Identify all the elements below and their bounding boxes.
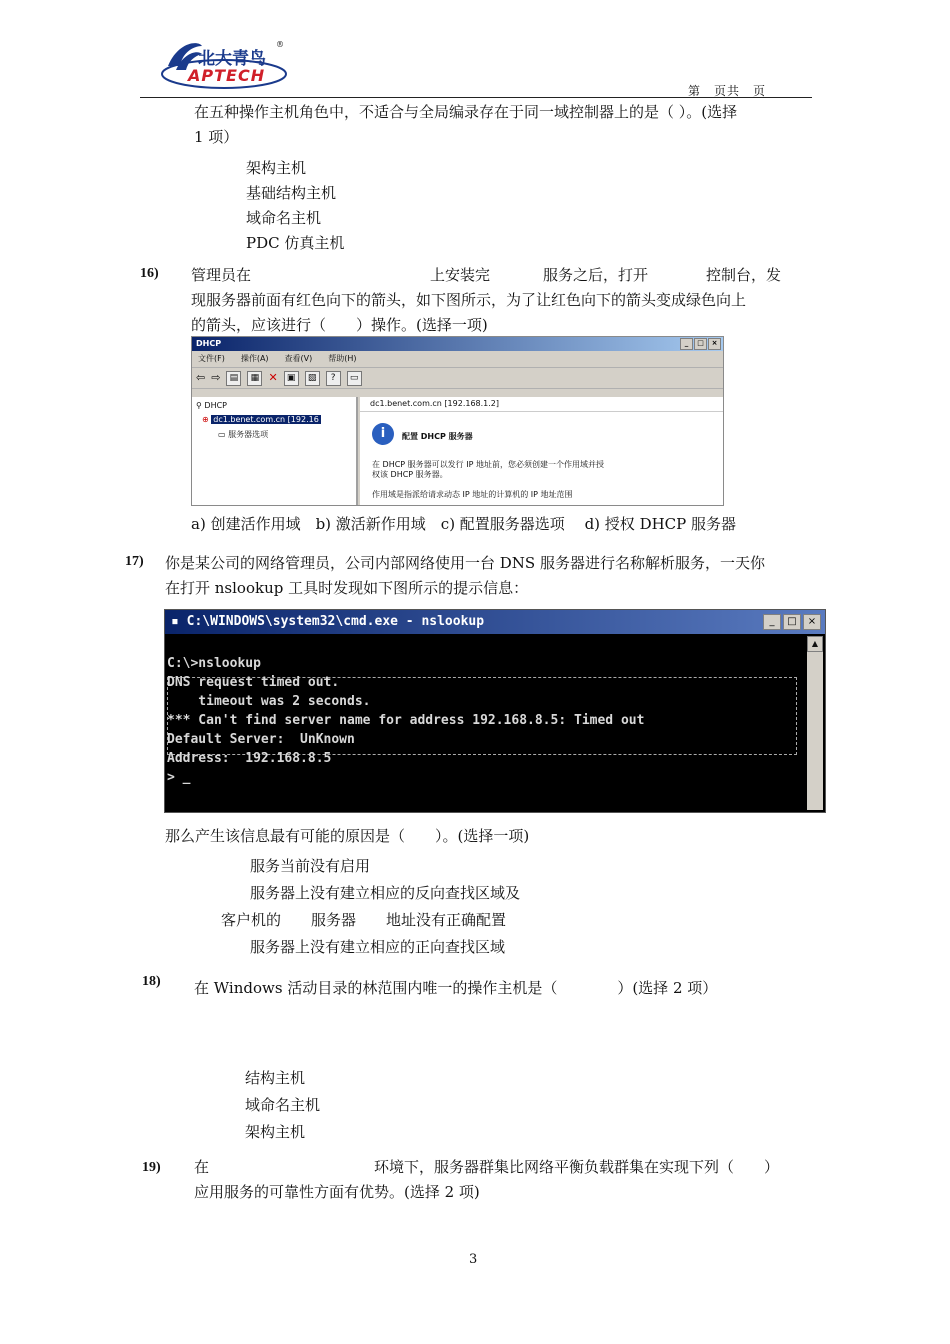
dhcp-node-icon: ⚲ <box>196 401 202 410</box>
q19-line1-a: 在 <box>194 1158 210 1176</box>
cmd-line: Default Server: UnKnown <box>167 732 355 747</box>
help-icon: ? <box>326 371 341 386</box>
menu-action: 操作(A) <box>240 354 269 363</box>
q19-line1-b: 环境下，服务器群集比网络平衡负载群集在实现下列（ ） <box>374 1158 780 1176</box>
cmd-line: *** Can't find server name for address 192.168.8.5: Timed out <box>167 713 645 728</box>
dhcp-toolbar <box>192 368 723 389</box>
q15-stem-line1: 在五种操作主机角色中，不适合与全局编录存在于同一域控制器上的是（ ）。(选择 <box>194 103 738 121</box>
q16-line1-d: 控制台，发 <box>706 266 782 284</box>
tree-child <box>218 429 268 440</box>
close-icon: × <box>708 338 721 350</box>
q17-option: 服务当前没有启用 <box>250 857 371 875</box>
cmd-title: C:\WINDOWS\system32\cmd.exe - nslookup <box>186 614 485 629</box>
q18-option: 架构主机 <box>245 1123 306 1141</box>
cmd-output <box>167 654 644 787</box>
cmd-line: Address: 192.168.8.5 <box>167 751 332 766</box>
tree-server <box>202 415 321 424</box>
maximize-icon: □ <box>783 614 801 630</box>
q17-number: 17) <box>125 554 144 569</box>
q18-number: 18) <box>142 974 161 989</box>
properties-icon: ▣ <box>284 371 299 386</box>
minimize-icon: _ <box>763 614 781 630</box>
q15-option: 基础结构主机 <box>246 184 337 202</box>
logo-english-text: APTECH <box>188 66 266 85</box>
info-line3: 作用域是指派给请求动态 IP 地址的计算机的 IP 地址范围 <box>372 490 573 499</box>
dhcp-tree-pane <box>192 397 358 505</box>
q17-line1: 你是某公司的网络管理员，公司内部网络使用一台 DNS 服务器进行名称解析服务，一天你 <box>165 554 765 572</box>
dhcp-detail-pane <box>360 397 723 505</box>
dhcp-menu-bar <box>192 351 723 368</box>
delete-icon: ✕ <box>268 371 278 384</box>
q17-option: 服务器上没有建立相应的反向查找区域及 <box>250 884 521 902</box>
q16-line1-a: 管理员在 <box>191 266 252 284</box>
menu-view: 查看(V) <box>284 354 313 363</box>
monitor-icon: ▭ <box>347 371 362 386</box>
back-arrow-icon: ⇦ <box>196 371 206 384</box>
page-info: 第 页共 页 <box>688 84 767 98</box>
scrollbar <box>807 636 823 810</box>
q16-options: a) 创建活作用域 b) 激活新作用域 c) 配置服务器选项 d) 授权 DHCP 服务器 <box>191 515 737 533</box>
q16-line2: 现服务器前面有红色向下的箭头，如下图所示，为了让红色向下的箭头变成绿色向上 <box>191 291 747 309</box>
page-number: 3 <box>469 1252 478 1267</box>
info-line2: 权该 DHCP 服务器。 <box>372 470 448 479</box>
q15-option: PDC 仿真主机 <box>246 234 345 252</box>
folder-up-icon: ▤ <box>226 371 241 386</box>
q18-option: 域命名主机 <box>245 1096 321 1114</box>
q16-line1-c: 服务之后，打开 <box>543 266 649 284</box>
header-divider <box>140 97 812 98</box>
logo-chinese-text: 北大青鸟 <box>198 49 266 69</box>
cmd-title-bar <box>165 610 825 634</box>
info-line1: 在 DHCP 服务器可以发行 IP 地址前，您必须创建一个作用域并授 <box>372 460 604 469</box>
cmd-line: C:\>nslookup <box>167 656 261 671</box>
tree-server-label: dc1.benet.com.cn [192.16 <box>213 415 319 424</box>
dhcp-title: DHCP <box>196 339 222 348</box>
menu-file: 文件(F) <box>198 354 225 363</box>
server-down-arrow-icon: ⊕ <box>202 415 209 424</box>
q15-option: 架构主机 <box>246 159 307 177</box>
show-tree-icon: ▦ <box>247 371 262 386</box>
q17-option: 客户机的 服务器 地址没有正确配置 <box>221 911 507 929</box>
export-icon: ▧ <box>305 371 320 386</box>
tree-root-label: DHCP <box>204 401 227 410</box>
cmd-window-controls <box>763 614 821 630</box>
minimize-icon: _ <box>680 338 693 350</box>
tree-root <box>196 401 227 410</box>
q17-question: 那么产生该信息最有可能的原因是（ ）。(选择一项) <box>165 827 530 845</box>
info-title: 配置 DHCP 服务器 <box>402 432 473 441</box>
scroll-up-icon: ▲ <box>807 636 823 652</box>
q19-number: 19) <box>142 1160 161 1175</box>
window-controls <box>680 338 721 350</box>
forward-arrow-icon: ⇨ <box>211 371 221 384</box>
cmd-line: > _ <box>167 770 191 785</box>
folder-icon: ▭ <box>218 430 226 439</box>
cmd-nslookup-screenshot <box>164 609 826 813</box>
dhcp-title-bar <box>192 337 723 351</box>
close-icon: × <box>803 614 821 630</box>
menu-help: 帮助(H) <box>328 354 357 363</box>
tree-child-label: 服务器选项 <box>228 430 269 439</box>
pane-header: dc1.benet.com.cn [192.168.1.2] <box>360 397 723 412</box>
q16-line1-b: 上安装完 <box>430 266 491 284</box>
aptech-logo <box>158 36 298 92</box>
q17-option: 服务器上没有建立相应的正向查找区域 <box>250 938 506 956</box>
q15-option: 域命名主机 <box>246 209 322 227</box>
registered-mark: ® <box>276 40 284 49</box>
q18-option: 结构主机 <box>245 1069 306 1087</box>
console-icon: ▪ <box>171 614 179 629</box>
q17-line2: 在打开 nslookup 工具时发现如下图所示的提示信息： <box>165 579 529 597</box>
q19-line2: 应用服务的可靠性方面有优势。(选择 2 项) <box>194 1183 480 1201</box>
q15-stem-line2: 1 项） <box>194 128 239 146</box>
dhcp-console-screenshot <box>191 336 724 506</box>
q18-stem: 在 Windows 活动目录的林范围内唯一的操作主机是（ ）(选择 2 项） <box>194 979 718 997</box>
q16-number: 16) <box>140 266 159 281</box>
q16-line3: 的箭头，应该进行（ ）操作。(选择一项) <box>191 316 488 334</box>
cmd-line: DNS request timed out. <box>167 675 340 690</box>
cmd-line: timeout was 2 seconds. <box>167 694 371 709</box>
info-icon: i <box>372 423 394 445</box>
maximize-icon: □ <box>694 338 707 350</box>
